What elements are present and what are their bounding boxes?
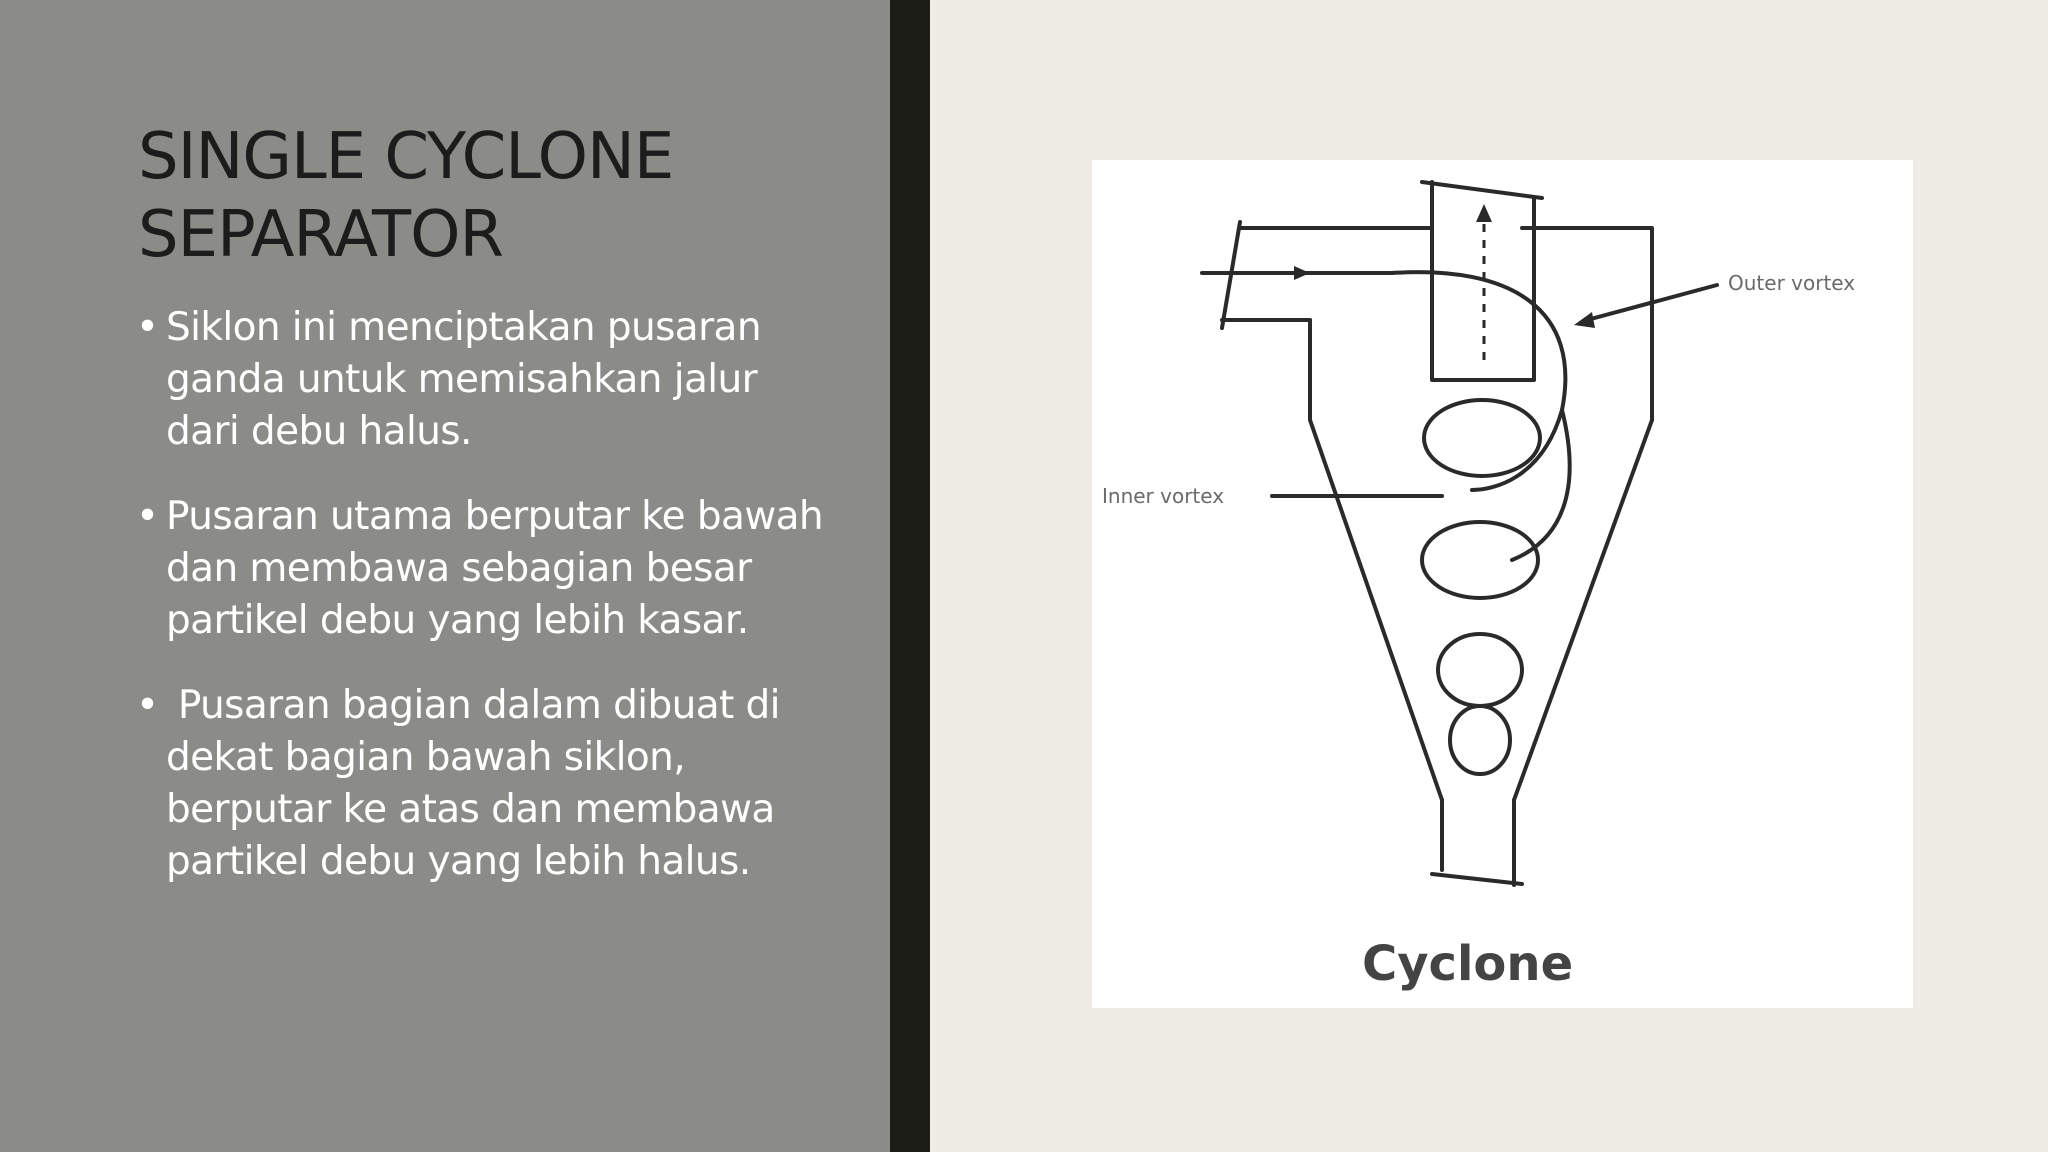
slide-title: [138, 118, 858, 274]
cone-left: [1310, 420, 1442, 800]
cyclone-diagram: [1092, 160, 1913, 1008]
inlet-arrow-icon: [1294, 266, 1310, 280]
vortex-loop: [1424, 400, 1540, 476]
bullet-dot: •: [136, 305, 159, 350]
leader-arrow-icon: [1574, 312, 1595, 328]
cyclone-diagram-image: [1092, 160, 1913, 1008]
bullet-item: [136, 491, 836, 647]
figure-caption: Cyclone: [1362, 936, 1574, 992]
bullet-dot: •: [136, 494, 159, 539]
up-arrow-icon: [1476, 204, 1492, 222]
bullet-text: Pusaran bagian dalam dibuat di dekat bagian bawah siklon, berputar ke atas dan membawa partikel debu yang lebih halus.: [166, 683, 792, 884]
bullet-text: Siklon ini menciptakan pusaran ganda untuk memisahkan jalur dari debu halus.: [166, 305, 761, 454]
vortex-loop: [1422, 522, 1538, 598]
bullet-item: [136, 302, 836, 458]
vortex-loop: [1438, 634, 1522, 706]
left-panel: [0, 0, 890, 1152]
outer-vortex-label: Outer vortex: [1728, 271, 1856, 295]
vortex-loop: [1450, 706, 1510, 774]
bullet-item: [136, 680, 836, 888]
bullet-dot: •: [136, 683, 159, 728]
cone-right: [1514, 420, 1652, 800]
divider-bar: [890, 0, 930, 1152]
bullet-list: [136, 302, 836, 921]
slide-title-line-1: SINGLE CYCLONE: [138, 120, 674, 194]
inner-vortex-label: Inner vortex: [1102, 484, 1225, 508]
bullet-text: Pusaran utama berputar ke bawah dan membawa sebagian besar partikel debu yang lebih kasar.: [166, 494, 824, 643]
vortex-finder-top: [1422, 182, 1542, 198]
outlet-bottom: [1432, 874, 1522, 884]
slide-title-line-2: SEPARATOR: [138, 198, 503, 272]
